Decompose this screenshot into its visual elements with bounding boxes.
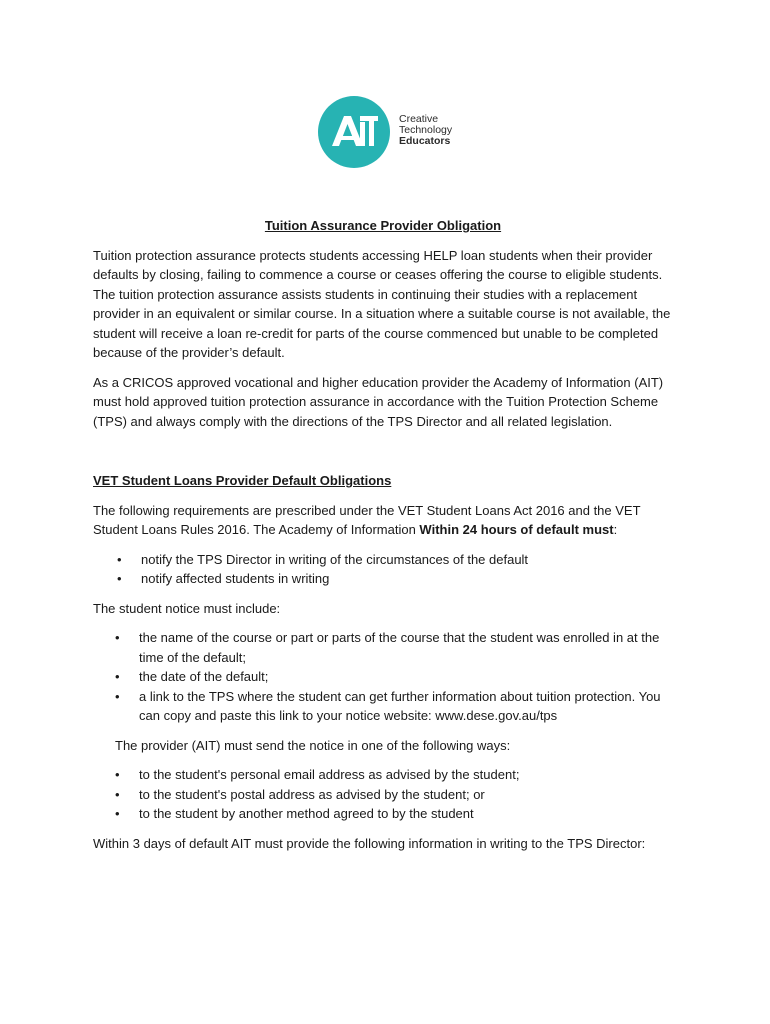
- list-item: • to the student by another method agreed to by the student: [93, 804, 673, 824]
- notice-contents-list: [93, 628, 673, 726]
- list-item: • the name of the course or part or parts of the course that the student was enrolled in at the time of the default;: [93, 628, 673, 667]
- requirements-end: :: [613, 522, 618, 537]
- send-methods-list: [93, 765, 673, 824]
- paragraph-cricos: As a CRICOS approved vocational and higher education provider the Academy of Information (AIT) must hold approved tuition protection assurance in accordance with the Tuition Protection Scheme (TPS) and always comply with the directions of the TPS Director and all related legislation.: [93, 374, 664, 429]
- paragraph-tuition-protection: Tuition protection assurance protects students accessing HELP loan students when their provider defaults by closing, failing to commence a course or ceases offering the course to eligible students. The tuition protection assurance assists students in continuing their studies with a replacement provider in an equivalent or similar course. In a situation where a suitable course is not available, the student will receive a loan re-credit for parts of the course commenced but unable to be completed because of the provider’s default.: [93, 247, 671, 360]
- section-title-tuition-assurance: Tuition Assurance Provider Obligation: [264, 218, 502, 233]
- logo-line-creative: Creative: [399, 113, 439, 125]
- logo-wordmark: [399, 114, 452, 147]
- list-item: • a link to the TPS where the student can get further information about tuition protection. You can copy and paste this link to your notice website: www.dese.gov.au/tps: [93, 687, 673, 726]
- ait-logo-mark: [318, 96, 390, 168]
- paragraph-requirements: [93, 501, 673, 540]
- list-item: • notify the TPS Director in writing of the circumstances of the default: [93, 550, 673, 570]
- paragraph-three-days: Within 3 days of default AIT must provide the following information in writing to the TPS Director:: [93, 835, 646, 851]
- list-item: • the date of the default;: [93, 667, 673, 687]
- notice-heading: The student notice must include:: [93, 600, 281, 616]
- send-heading: The provider (AIT) must send the notice in one of the following ways:: [115, 737, 511, 753]
- list-item: • to the student's postal address as advised by the student; or: [93, 785, 673, 805]
- list-item: • notify affected students in writing: [93, 569, 673, 589]
- requirements-text: The following requirements are prescribed under the VET Student Loans Act 2016 and the VET Student Loans Rules 2016. The Academy of Information: [93, 502, 641, 537]
- ait-logo: [318, 96, 478, 168]
- document-body: [93, 216, 673, 863]
- section-title-vet-loans: VET Student Loans Provider Default Obligations: [93, 473, 392, 488]
- logo-line-educators: Educators: [399, 135, 451, 147]
- logo-line-technology: Technology: [399, 124, 453, 136]
- notify-list: [93, 550, 673, 589]
- requirements-bold: Within 24 hours of default must: [419, 522, 614, 537]
- spacer: [93, 441, 673, 471]
- list-item: • to the student's personal email address as advised by the student;: [93, 765, 673, 785]
